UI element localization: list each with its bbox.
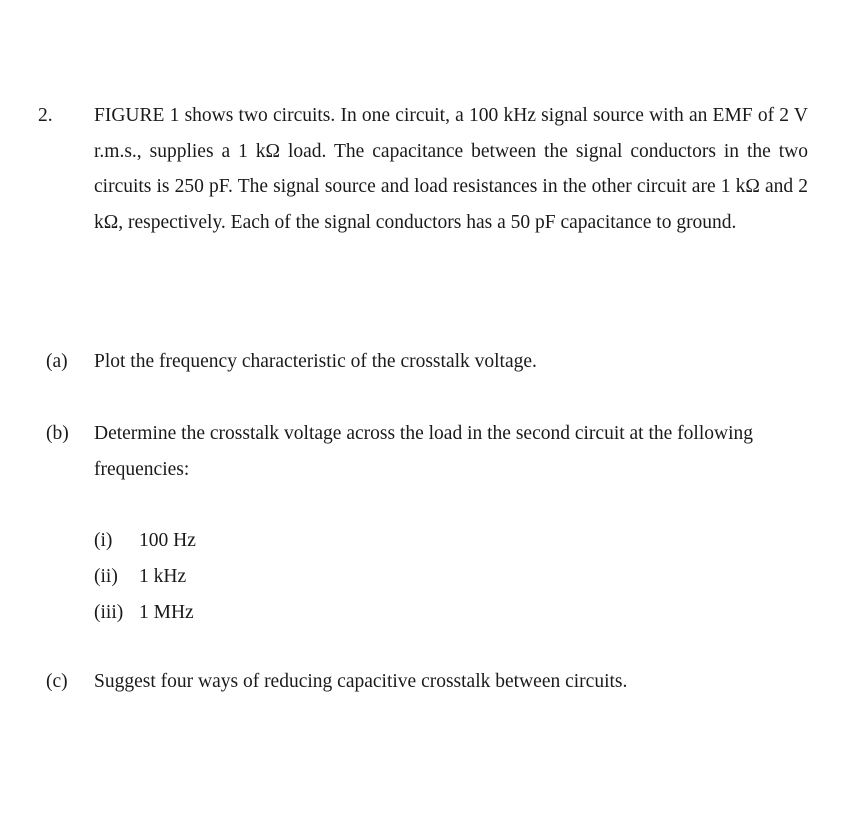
list-item (94, 595, 196, 631)
part-a-label: (a) (46, 351, 68, 372)
list-item (94, 559, 196, 595)
sub-item-label: (iii) (94, 602, 124, 623)
part-b-label: (b) (46, 423, 69, 444)
part-a (46, 344, 806, 380)
question-text: FIGURE 1 shows two circuits. In one circuit, a 100 kHz signal source with an EMF of 2 V r.m.s., supplies a 1 kΩ load. The capacitance between the signal conductors in the two circuits is 250 pF. The signal source and load resistances in the other circuit are 1 kΩ and 2 kΩ, respectively. Each of the signal conductors has a 50 pF capacitance to ground. (94, 105, 808, 233)
sub-item-text: 1 kHz (139, 566, 187, 587)
part-b-text: Determine the crosstalk voltage across the load in the second circuit at the following frequencies: (94, 423, 754, 480)
question-block (38, 98, 808, 240)
sub-item-label: (ii) (94, 566, 118, 587)
part-c-label: (c) (46, 671, 68, 692)
part-c-text: Suggest four ways of reducing capacitive crosstalk between circuits. (94, 671, 628, 692)
question-row (38, 98, 808, 240)
question-number: 2. (38, 105, 53, 126)
frequency-list (94, 523, 196, 631)
sub-item-text: 1 MHz (139, 602, 194, 623)
sub-item-text: 100 Hz (139, 530, 196, 551)
list-item (94, 523, 196, 559)
part-b (46, 416, 806, 487)
part-a-text: Plot the frequency characteristic of the crosstalk voltage. (94, 351, 537, 372)
sub-item-label: (i) (94, 530, 113, 551)
part-c (46, 664, 806, 700)
